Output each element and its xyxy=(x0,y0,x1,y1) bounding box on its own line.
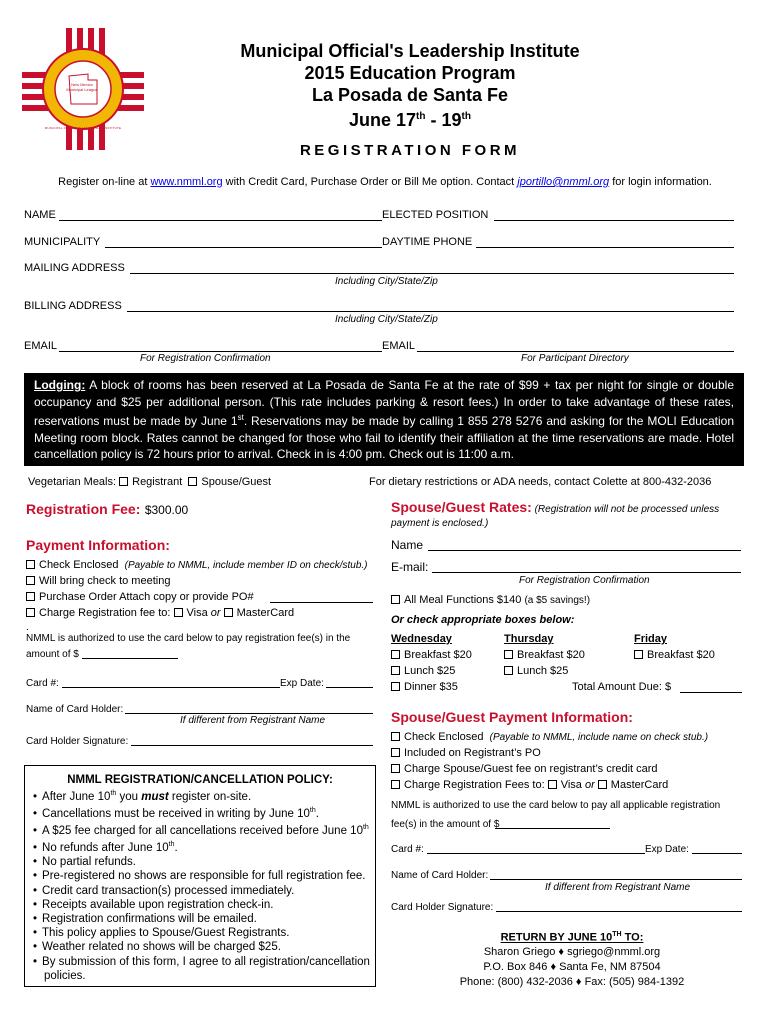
fri-breakfast: Breakfast $20 xyxy=(634,649,715,661)
sp-card-holder-label: Name of Card Holder: xyxy=(391,870,489,881)
header-title: Municipal Official's Leadership Institute xyxy=(240,41,580,61)
pay-purchase-order: Purchase Order Attach copy or provide PO# xyxy=(26,591,254,603)
email-field[interactable] xyxy=(59,351,382,352)
friday-heading: Friday xyxy=(634,633,668,645)
registration-fee: Registration Fee: $300.00 xyxy=(26,501,189,517)
vegetarian-meals: Vegetarian Meals: Registrant Spouse/Guest xyxy=(28,476,272,488)
thu-lunch: Lunch $25 xyxy=(504,665,568,677)
purchase-order-checkbox[interactable] xyxy=(26,592,35,601)
mailing-address-label: MAILING ADDRESS xyxy=(24,262,125,274)
email-label: EMAIL xyxy=(24,340,58,352)
signature-label: Card Holder Signature: xyxy=(26,736,129,747)
header-program: 2015 Education Program xyxy=(304,63,516,83)
sp-visa-checkbox[interactable] xyxy=(548,780,557,789)
sp-card-number-label: Card #: xyxy=(391,844,424,855)
wed-lunch-checkbox[interactable] xyxy=(391,666,400,675)
directory-email-caption: For Participant Directory xyxy=(521,353,629,364)
sp-charge-fees-checkbox[interactable] xyxy=(391,780,400,789)
name-label: NAME xyxy=(24,209,56,221)
fri-breakfast-checkbox[interactable] xyxy=(634,650,643,659)
sp-exp-date-label: Exp Date: xyxy=(645,844,689,855)
policy-item: • Registration confirmations will be emailed. xyxy=(33,912,375,926)
billing-address-label: BILLING ADDRESS xyxy=(24,300,122,312)
intro-text: Register on-line at www.nmml.org with Credit Card, Purchase Order or Bill Me option. Contact jportillo@nmml.org for login information. xyxy=(58,176,712,188)
sp-card-holder-caption: If different from Registrant Name xyxy=(545,882,691,893)
stray-dot: . xyxy=(26,622,29,633)
elected-position-field[interactable] xyxy=(494,220,734,221)
policy-item: • Receipts available upon registration check-in. xyxy=(33,898,375,912)
municipality-label: MUNICIPALITY xyxy=(24,236,101,248)
sp-registrant-card-checkbox[interactable] xyxy=(391,764,400,773)
card-number-label: Card #: xyxy=(26,678,59,689)
header-dates: June 17th - 19th xyxy=(349,110,471,130)
thursday-heading: Thursday xyxy=(504,633,554,645)
sp-exp-date-field[interactable] xyxy=(692,853,742,854)
login-email-link[interactable]: jportillo@nmml.org xyxy=(517,176,610,188)
nmml-website-link[interactable]: www.nmml.org xyxy=(150,176,223,188)
spouse-email-caption: For Registration Confirmation xyxy=(519,575,650,586)
logo-ring-text: MUNICIPAL OFFICIALS LEADERSHIP INSTITUTE xyxy=(44,126,122,130)
policy-item: • After June 10th you must register on-site. xyxy=(33,787,375,804)
pay-check-enclosed: Check Enclosed (Payable to NMML, include member ID on check/stub.) xyxy=(26,559,376,571)
pay-charge-card: Charge Registration fee to: Visa or MasterCard xyxy=(26,607,294,619)
spouse-email-label: E-mail: xyxy=(391,560,429,574)
wed-dinner-checkbox[interactable] xyxy=(391,682,400,691)
sp-card-authorization-text: NMML is authorized to use the card below to pay all applicable registration xyxy=(391,800,721,811)
pay-bring-check: Will bring check to meeting xyxy=(26,575,170,587)
directory-email-label: EMAIL xyxy=(382,340,416,352)
sp-check-enclosed-checkbox[interactable] xyxy=(391,732,400,741)
policy-item: • By submission of this form, I agree to all registration/cancellation policies. xyxy=(33,955,375,983)
mailing-address-field[interactable] xyxy=(130,273,734,274)
spouse-payment-title: Spouse/Guest Payment Information: xyxy=(391,709,633,725)
spouse-veg-checkbox[interactable] xyxy=(188,477,197,486)
spouse-email-field[interactable] xyxy=(432,572,741,573)
sp-amount-label: fee(s) in the amount of $ xyxy=(391,819,500,830)
logo-inner-text: New Mexico Municipal League xyxy=(66,82,98,92)
sp-check-enclosed: Check Enclosed (Payable to NMML, include name on check stub.) xyxy=(391,731,751,743)
billing-address-caption: Including City/State/Zip xyxy=(335,314,438,325)
thu-breakfast-checkbox[interactable] xyxy=(504,650,513,659)
sp-amount-field[interactable] xyxy=(495,828,610,829)
header-venue: La Posada de Santa Fe xyxy=(311,85,509,105)
name-field[interactable] xyxy=(59,220,382,221)
spouse-name-label: Name xyxy=(391,538,424,552)
policy-item: • No partial refunds. xyxy=(33,855,375,869)
return-contact: Sharon Griego ♦ sgriego@nmml.org xyxy=(483,946,661,958)
policy-item: • Cancellations must be received in writing by June 10th. xyxy=(33,804,375,821)
spouse-name-field[interactable] xyxy=(428,550,741,551)
sp-charge-registrant-card: Charge Spouse/Guest fee on registrant’s credit card xyxy=(391,763,658,775)
sp-charge-fees: Charge Registration Fees to: Visa or MasterCard xyxy=(391,779,668,791)
policy-item: • A $25 fee charged for all cancellations received before June 10th xyxy=(33,821,375,838)
check-enclosed-checkbox[interactable] xyxy=(26,560,35,569)
thu-breakfast: Breakfast $20 xyxy=(504,649,585,661)
policy-title: NMML REGISTRATION/CANCELLATION POLICY: xyxy=(67,774,333,786)
wed-breakfast: Breakfast $20 xyxy=(391,649,472,661)
spouse-rates-note: payment is enclosed.) xyxy=(391,518,489,529)
billing-address-field[interactable] xyxy=(127,311,734,312)
payment-information-title: Payment Information: xyxy=(26,537,170,553)
exp-date-label: Exp Date: xyxy=(280,678,324,689)
directory-email-field[interactable] xyxy=(417,351,734,352)
email-caption: For Registration Confirmation xyxy=(140,353,271,364)
sp-signature-label: Card Holder Signature: xyxy=(391,902,494,913)
policy-item: • Pre-registered no shows are responsible for full registration fee. xyxy=(33,869,375,883)
card-holder-label: Name of Card Holder: xyxy=(26,704,124,715)
cancellation-policy-box xyxy=(24,765,376,987)
policy-item: • No refunds after June 10th. xyxy=(33,838,375,855)
registrant-veg-checkbox[interactable] xyxy=(119,477,128,486)
wed-breakfast-checkbox[interactable] xyxy=(391,650,400,659)
sp-signature-field[interactable] xyxy=(496,911,742,912)
dietary-contact: For dietary restrictions or ADA needs, contact Colette at 800-432-2036 xyxy=(369,476,712,488)
card-number-field[interactable] xyxy=(62,687,280,688)
exp-date-field[interactable] xyxy=(326,687,373,688)
signature-field[interactable] xyxy=(131,745,373,746)
total-amount-field[interactable] xyxy=(680,692,742,693)
or-check-boxes: Or check appropriate boxes below: xyxy=(391,614,575,626)
thu-lunch-checkbox[interactable] xyxy=(504,666,513,675)
elected-position-label: ELECTED POSITION xyxy=(382,209,489,221)
mastercard-checkbox[interactable] xyxy=(224,608,233,617)
daytime-phone-field[interactable] xyxy=(476,247,734,248)
sp-card-number-field[interactable] xyxy=(427,853,645,854)
mailing-address-caption: Including City/State/Zip xyxy=(335,276,438,287)
wed-lunch: Lunch $25 xyxy=(391,665,455,677)
sp-included-po: Included on Registrant’s PO xyxy=(391,747,541,759)
form-title: REGISTRATION FORM xyxy=(299,142,521,159)
po-number-field[interactable] xyxy=(270,602,373,603)
all-meals-checkbox[interactable] xyxy=(391,595,400,604)
policy-item: • This policy applies to Spouse/Guest Registrants. xyxy=(33,926,375,940)
lodging-notice: Lodging: A block of rooms has been reserved at La Posada de Santa Fe at the rate of $99 + tax per night for single or double occupancy and $25 per additional person. (This rate includes parking & resort fees.) In order to take advantage of these rates, reservations must be made by June 1st. Reservations may be made by calling 1 855 278 5276 and asking for the MOLI Education Meeting room block. Rates cannot be changed for those who fail to identify their affiliation at the time reservations are made. Hotel cancellation policy is 72 hours prior to arrival. Check in is 4:00 pm. Check out is 11:00 a.m. xyxy=(24,373,744,466)
policy-item: • Weather related no shows will be charged $25. xyxy=(33,940,375,954)
charge-card-checkbox[interactable] xyxy=(26,608,35,617)
visa-checkbox[interactable] xyxy=(174,608,183,617)
sp-mastercard-checkbox[interactable] xyxy=(598,780,607,789)
daytime-phone-label: DAYTIME PHONE xyxy=(382,236,473,248)
card-authorization-text: NMML is authorized to use the card below to pay registration fee(s) in the xyxy=(26,633,351,644)
amount-label: amount of $ xyxy=(26,649,79,660)
card-holder-field[interactable] xyxy=(125,713,373,714)
return-address: P.O. Box 846 ♦ Santa Fe, NM 87504 xyxy=(483,961,661,973)
policy-item: • Credit card transaction(s) processed immediately. xyxy=(33,884,375,898)
sp-included-po-checkbox[interactable] xyxy=(391,748,400,757)
total-amount-label: Total Amount Due: $ xyxy=(572,681,672,693)
return-title: RETURN BY JUNE 10TH TO: xyxy=(500,931,644,944)
bring-check-checkbox[interactable] xyxy=(26,576,35,585)
amount-field[interactable] xyxy=(82,658,178,659)
municipality-field[interactable] xyxy=(105,247,382,248)
spouse-guest-rates: Spouse/Guest Rates: (Registration will not be processed unless xyxy=(391,499,720,515)
wednesday-heading: Wednesday xyxy=(391,633,452,645)
sp-card-holder-field[interactable] xyxy=(490,879,742,880)
return-phone-fax: Phone: (800) 432-2036 ♦ Fax: (505) 984-1392 xyxy=(459,976,685,988)
wed-dinner: Dinner $35 xyxy=(391,681,458,693)
all-meal-functions: All Meal Functions $140 (a $5 savings!) xyxy=(391,594,590,606)
card-holder-caption: If different from Registrant Name xyxy=(180,715,326,726)
